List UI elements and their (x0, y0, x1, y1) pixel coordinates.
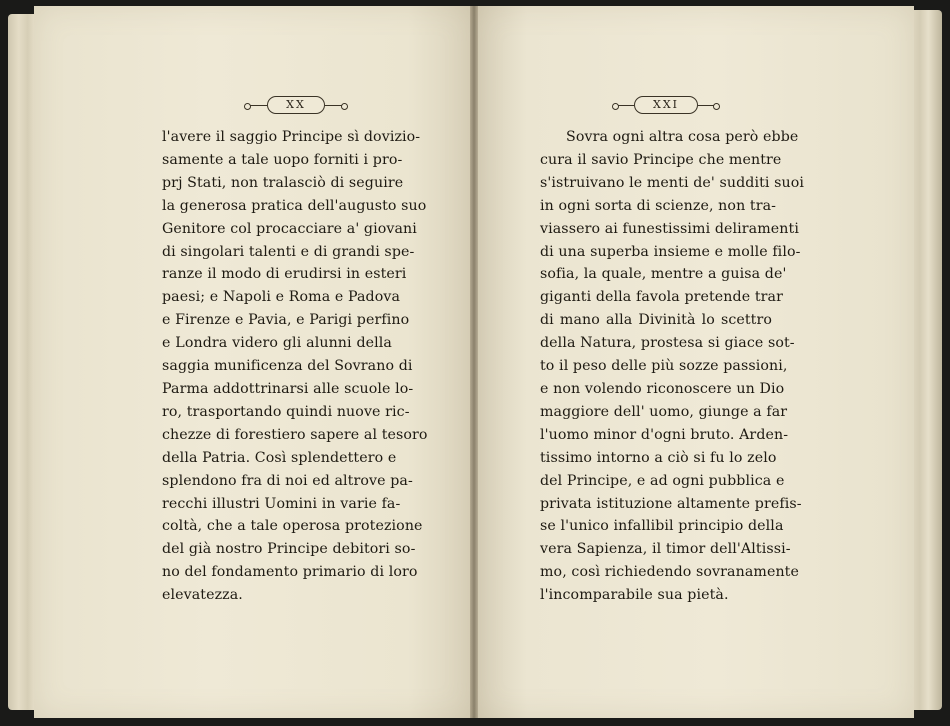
text-line: di mano alla Divinità lo scettro (540, 312, 772, 329)
text-line: l'incomparabile sua pietà. (540, 587, 729, 604)
text-line: ranze il modo di erudirsi in esteri (162, 266, 407, 283)
left-page-text (162, 126, 428, 607)
folio-ornament-left-flourish (616, 105, 634, 106)
text-line: ro, trasportando quindi nuove ric- (162, 403, 410, 420)
text-line: giganti della favola pretende trar (540, 289, 783, 306)
text-line: sofia, la quale, mentre a guisa de' (540, 266, 787, 283)
text-line: della Natura, prostesa si giace sot- (540, 335, 795, 352)
text-line: se l'unico infallibil principio della (540, 518, 784, 535)
text-line: di singolari talenti e di grandi spe- (162, 243, 415, 260)
right-folio-ornament (616, 94, 716, 116)
text-line: mo, così richiedendo sovranamente (540, 564, 799, 581)
text-line: e Londra videro gli alunni della (162, 335, 392, 352)
text-line: chezze di forestiero sapere al tesoro (162, 426, 428, 443)
text-line: Genitore col procacciare a' giovani (162, 220, 417, 237)
text-line: l'avere il saggio Principe sì dovizio- (162, 129, 421, 145)
text-line: to il peso delle più sozze passioni, (540, 358, 788, 375)
text-line: Sovra ogni altra cosa però ebbe (566, 129, 799, 145)
folio-ornament-right-flourish (698, 105, 716, 106)
text-line: vera Sapienza, il timor dell'Altissi- (540, 541, 791, 558)
text-line: no del fondamento primario di loro (162, 564, 418, 581)
text-line: la generosa pratica dell'augusto suo (162, 197, 427, 214)
book-gutter (470, 6, 478, 718)
text-line: tissimo intorno a ciò si fu lo zelo (540, 449, 777, 466)
right-page-text (540, 126, 805, 607)
text-line: viassero ai funestissimi deliramenti (540, 220, 799, 237)
text-line: Parma addottrinarsi alle scuole lo- (162, 380, 414, 397)
text-line: l'uomo minor d'ogni bruto. Arden- (540, 426, 789, 443)
text-line: recchi illustri Uomini in varie fa- (162, 495, 401, 512)
left-page-number: XX (267, 96, 325, 114)
text-line: della Patria. Così splendettero e (162, 449, 397, 466)
text-line: maggiore dell' uomo, giunge a far (540, 403, 788, 420)
text-line: elevatezza. (162, 587, 243, 604)
text-line: splendono fra di noi ed altrove pa- (162, 472, 413, 489)
text-line: di una superba insieme e molle filo- (540, 243, 801, 260)
text-line: del Principe, e ad ogni pubblica e (540, 472, 785, 489)
text-line: e Firenze e Pavia, e Parigi perfino (162, 312, 410, 329)
text-line: s'istruivano le menti de' sudditi suoi (540, 174, 805, 191)
text-line: coltà, che a tale operosa protezione (162, 518, 423, 535)
text-line: in ogni sorta di scienze, non tra- (540, 197, 777, 214)
text-line: del già nostro Principe debitori so- (162, 541, 416, 558)
text-line: saggia munificenza del Sovrano di (162, 358, 413, 375)
text-line: prj Stati, non tralasciò di seguire (162, 174, 404, 191)
right-page-number: XXI (634, 96, 698, 114)
text-line: paesi; e Napoli e Roma e Padova (162, 289, 401, 306)
text-line: cura il savio Principe che mentre (540, 151, 782, 168)
text-line: privata istituzione altamente prefis- (540, 495, 802, 512)
folio-ornament-left-flourish (248, 105, 267, 106)
text-line: e non volendo riconoscere un Dio (540, 380, 785, 397)
open-book (8, 6, 942, 718)
text-line: samente a tale uopo forniti i pro- (162, 151, 403, 168)
folio-ornament-right-flourish (325, 105, 344, 106)
left-folio-ornament (248, 94, 344, 116)
